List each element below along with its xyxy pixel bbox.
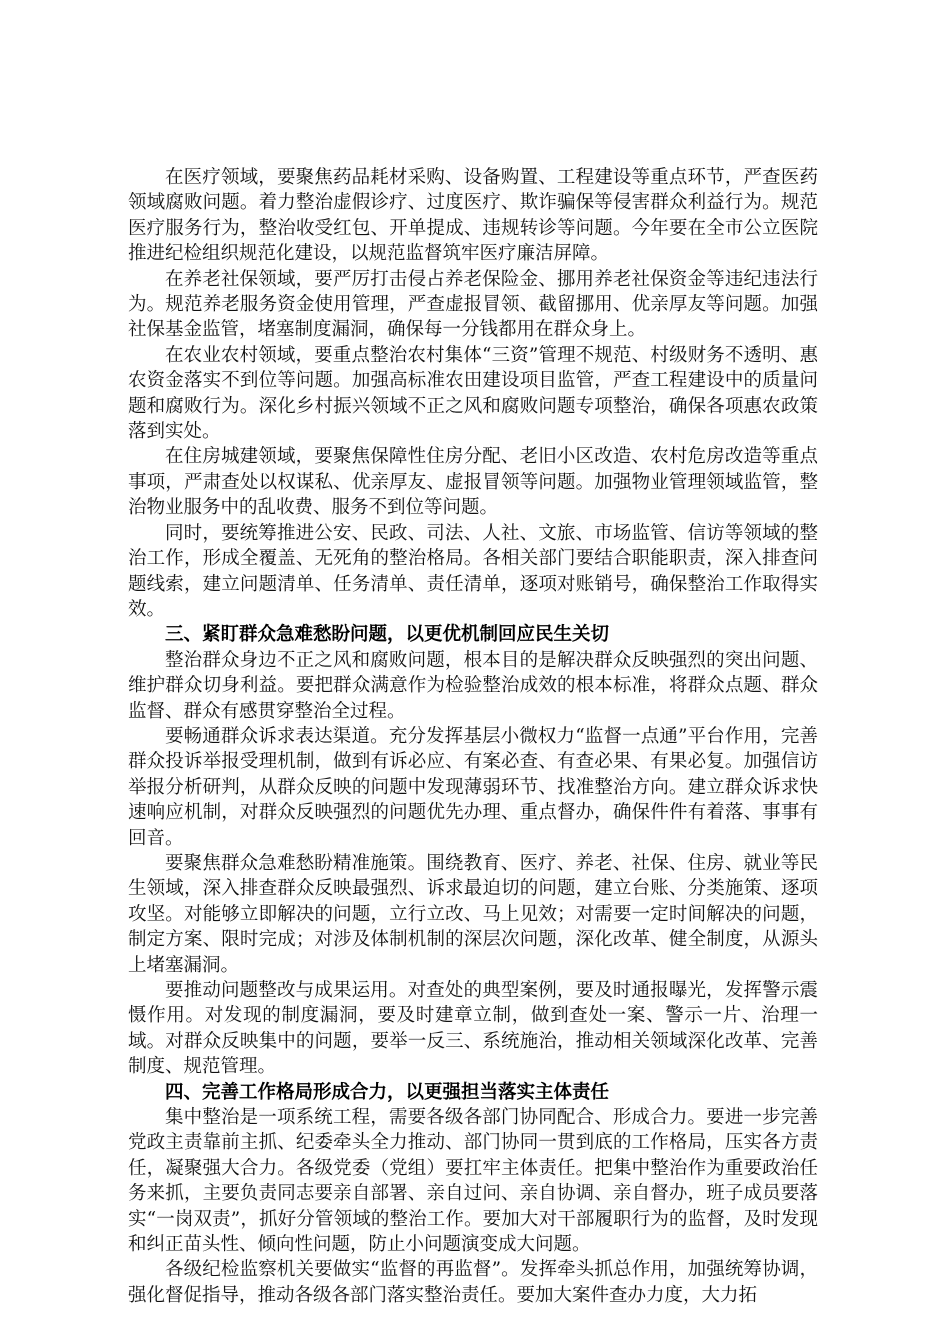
paragraph-targeted-measures: 要聚焦群众急难愁盼精准施策。围绕教育、医疗、养老、社保、住房、就业等民生领域，深入排查群众反映最强烈、诉求最迫切的问题，建立台账、分类施策、逐项攻坚。对能够立即解决的问题，立行立改、马上见效；对需要一定时间解决的问题，制定方案、限时完成；对涉及体制机制的深层次问题，深化改革、健全制度，从源头上堵塞漏洞。 [128,852,818,976]
paragraph-agriculture: 在农业农村领域，要重点整治农村集体“三资”管理不规范、村级财务不透明、惠农资金落实不到位等问题。加强高标准农田建设项目监管，严查工程建设中的质量问题和腐败行为。深化乡村振兴领域不正之风和腐败问题专项整治，确保各项惠农政策落到实处。 [128,344,818,443]
paragraph-housing: 在住房城建领域，要聚焦保障性住房分配、老旧小区改造、农村危房改造等重点事项，严肃查处以权谋私、优亲厚友、虚报冒领等问题。加强物业管理领域监管，整治物业服务中的乱收费、服务不到位等问题。 [128,446,818,519]
document-body [128,165,818,1308]
section-heading-3: 三、紧盯群众急难愁盼问题，以更优机制回应民生关切 [165,624,610,646]
paragraph-medical: 在医疗领域，要聚焦药品耗材采购、设备购置、工程建设等重点环节，严查医药领域腐败问题。着力整治虚假诊疗、过度医疗、欺诈骗保等侵害群众利益行为。规范医疗服务行为，整治收受红包、开单提成、违规转诊等问题。今年要在全市公立医院推进纪检组织规范化建设，以规范监督筑牢医疗廉洁屏障。 [128,167,818,265]
paragraph-purpose: 整治群众身边不正之风和腐败问题，根本目的是解决群众反映强烈的突出问题、维护群众切身利益。要把群众满意作为检验整治成效的根本标准，将群众点题、群众监督、群众有感贯穿整治全过程。 [128,649,818,722]
paragraph-system-work: 集中整治是一项系统工程，需要各级各部门协同配合、形成合力。要进一步完善党政主责靠前主抓、纪委牵头全力推动、部门协同一贯到底的工作格局，压实各方责任，凝聚强大合力。各级党委（党组）要扛牢主体责任。把集中整治作为重要政治任务来抓，主要负责同志要亲自部署、亲自过问、亲自协调、亲自督办，班子成员要落实“一岗双责”，抓好分管领域的整治工作。要加大对干部履职行为的监督，及时发现和纠正苗头性、倾向性问题，防止小问题演变成大问题。 [128,1107,818,1256]
paragraph-channels: 要畅通群众诉求表达渠道。充分发挥基层小微权力“监督一点通”平台作用，完善群众投诉举报受理机制，做到有诉必应、有案必查、有查必果、有果必复。加强信访举报分析研判，从群众反映的问题中发现薄弱环节、找准整治方向。建立群众诉求快速响应机制，对群众反映强烈的问题优先办理、重点督办，确保件件有着落、事事有回音。 [128,725,818,849]
paragraph-rectification: 要推动问题整改与成果运用。对查处的典型案例，要及时通报曝光，发挥警示震慑作用。对发现的制度漏洞，要及时建章立制，做到查处一案、警示一片、治理一域。对群众反映集中的问题，要举一反三、系统施治，推动相关领域深化改革、完善制度、规范管理。 [128,980,818,1078]
paragraph-coordination: 同时，要统筹推进公安、民政、司法、人社、文旅、市场监管、信访等领域的整治工作，形成全覆盖、无死角的整治格局。各相关部门要结合职能职责，深入排查问题线索，建立问题清单、任务清单、责任清单，逐项对账销号，确保整治工作取得实效。 [128,522,818,620]
section-heading-4: 四、完善工作格局形成合力，以更强担当落实主体责任 [165,1081,610,1103]
paragraph-supervision: 各级纪检监察机关要做实“监督的再监督”。发挥牵头抓总作用，加强统筹协调，强化督促指导，推动各级各部门落实整治责任。要加大案件查办力度，大力拓 [128,1259,818,1306]
paragraph-pension: 在养老社保领域，要严厉打击侵占养老保险金、挪用养老社保资金等违纪违法行为。规范养老服务资金使用管理，严查虚报冒领、截留挪用、优亲厚友等问题。加强社保基金监管，堵塞制度漏洞，确保每一分钱都用在群众身上。 [128,268,818,341]
